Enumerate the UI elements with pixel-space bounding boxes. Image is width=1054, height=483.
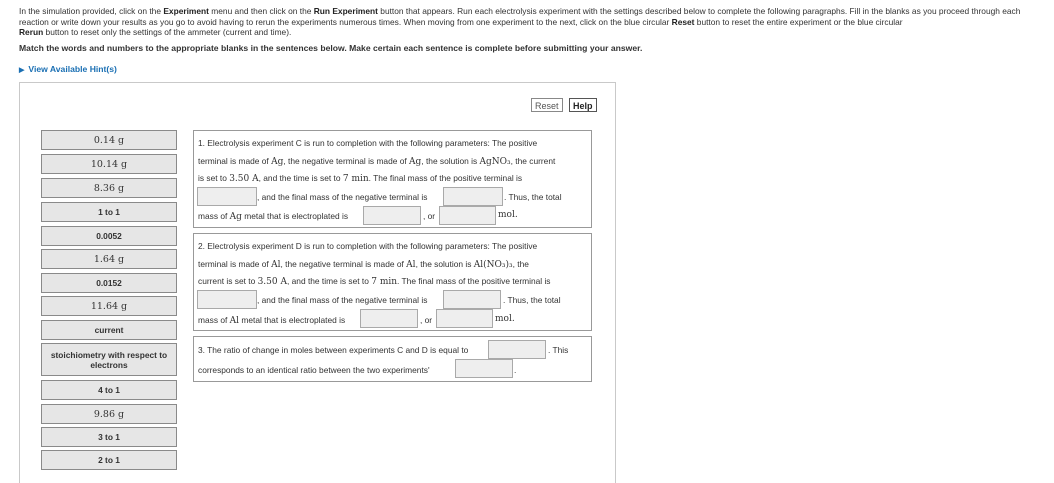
answer-tile[interactable]: 2 to 1 [41,450,177,470]
reset-button[interactable]: Reset [531,98,563,112]
q1-blank-negative-mass[interactable] [443,187,503,206]
q3-line-1-end: . This [548,345,569,355]
q1-line-3: is set to 3.50 A, and the time is set to 7 min. The final mass of the positive terminal is [198,173,523,184]
answer-tile[interactable]: 10.14 g [41,154,177,174]
q2-line-2: terminal is made of Al, the negative terminal is made of Al, the solution is Al(NO₃)₃, the [198,259,529,270]
intro-paragraph: In the simulation provided, click on the Experiment menu and then click on the Run Experiment button that appears. Run each electrolysis experiment with the settings described below to complete the following paragraphs. Fill in the blanks as you proceed through each reaction or write down your results as you go to avoid having to rerun the experiments numerous times. When moving from one experiment to the next, click on the blue circular Reset button to reset the entire experiment or the blue circular Rerun button to reset only the settings of the ammeter (current and time). [19,6,1021,38]
answer-tile[interactable]: 0.0152 [41,273,177,293]
q3-line-2-end: . [514,365,517,375]
q1-line-4-end: . Thus, the total [504,192,562,202]
answer-tile[interactable]: 0.14 g [41,130,177,150]
q3-blank-ratio[interactable] [488,340,546,359]
q3-line-1: 3. The ratio of change in moles between experiments C and D is equal to [198,345,469,355]
q3-blank-quantity[interactable] [455,359,513,378]
q2-or: , or [420,315,433,325]
answer-tile[interactable]: 1 to 1 [41,202,177,222]
answer-tile[interactable]: 8.36 g [41,178,177,198]
q2-mol-unit: mol. [495,314,515,324]
q3-line-2: corresponds to an identical ratio between the two experiments' [198,365,430,375]
question-2-box [193,233,592,331]
q1-blank-plated-mass[interactable] [363,206,421,225]
answer-tile[interactable]: 9.86 g [41,404,177,424]
q2-line-1: 2. Electrolysis experiment D is run to completion with the following parameters: The positive [198,241,538,251]
q1-line-1: 1. Electrolysis experiment C is run to completion with the following parameters: The positive [198,138,538,148]
q2-line-5: mass of Al metal that is electroplated is [198,315,346,326]
q2-line-4-end: . Thus, the total [503,295,561,305]
match-instruction: Match the words and numbers to the appropriate blanks in the sentences below. Make certain each sentence is complete before submitting your answer. [19,43,643,53]
q2-blank-plated-mass[interactable] [360,309,418,328]
q2-line-4: , and the final mass of the negative terminal is [257,295,428,305]
question-1-box [193,130,592,228]
q1-line-5: mass of Ag metal that is electroplated is [198,211,349,222]
help-button[interactable]: Help [569,98,597,112]
answer-tile[interactable]: 3 to 1 [41,427,177,447]
caret-right-icon: ▶ [19,67,25,74]
q1-mol-unit: mol. [498,210,518,220]
q2-blank-moles[interactable] [436,309,493,328]
q2-blank-negative-mass[interactable] [443,290,501,309]
q1-or: , or [423,211,436,221]
answer-tile[interactable]: 11.64 g [41,296,177,316]
q1-line-2: terminal is made of Ag, the negative terminal is made of Ag, the solution is AgNO₃, the current [198,156,556,167]
answer-tile[interactable]: 1.64 g [41,249,177,269]
q1-line-4: , and the final mass of the negative terminal is [257,192,428,202]
q2-line-3: current is set to 3.50 A, and the time is set to 7 min. The final mass of the positive terminal is [198,276,551,287]
answer-tile[interactable]: current [41,320,177,340]
question-3-box [193,336,592,382]
answer-tile[interactable]: stoichiometry with respect to electrons [41,343,177,376]
q2-blank-positive-mass[interactable] [197,290,257,309]
answer-tile[interactable]: 0.0052 [41,226,177,246]
q1-blank-positive-mass[interactable] [197,187,257,206]
q1-blank-moles[interactable] [439,206,496,225]
view-hints-link[interactable]: ▶ View Available Hint(s) [19,64,117,74]
answer-tile[interactable]: 4 to 1 [41,380,177,400]
